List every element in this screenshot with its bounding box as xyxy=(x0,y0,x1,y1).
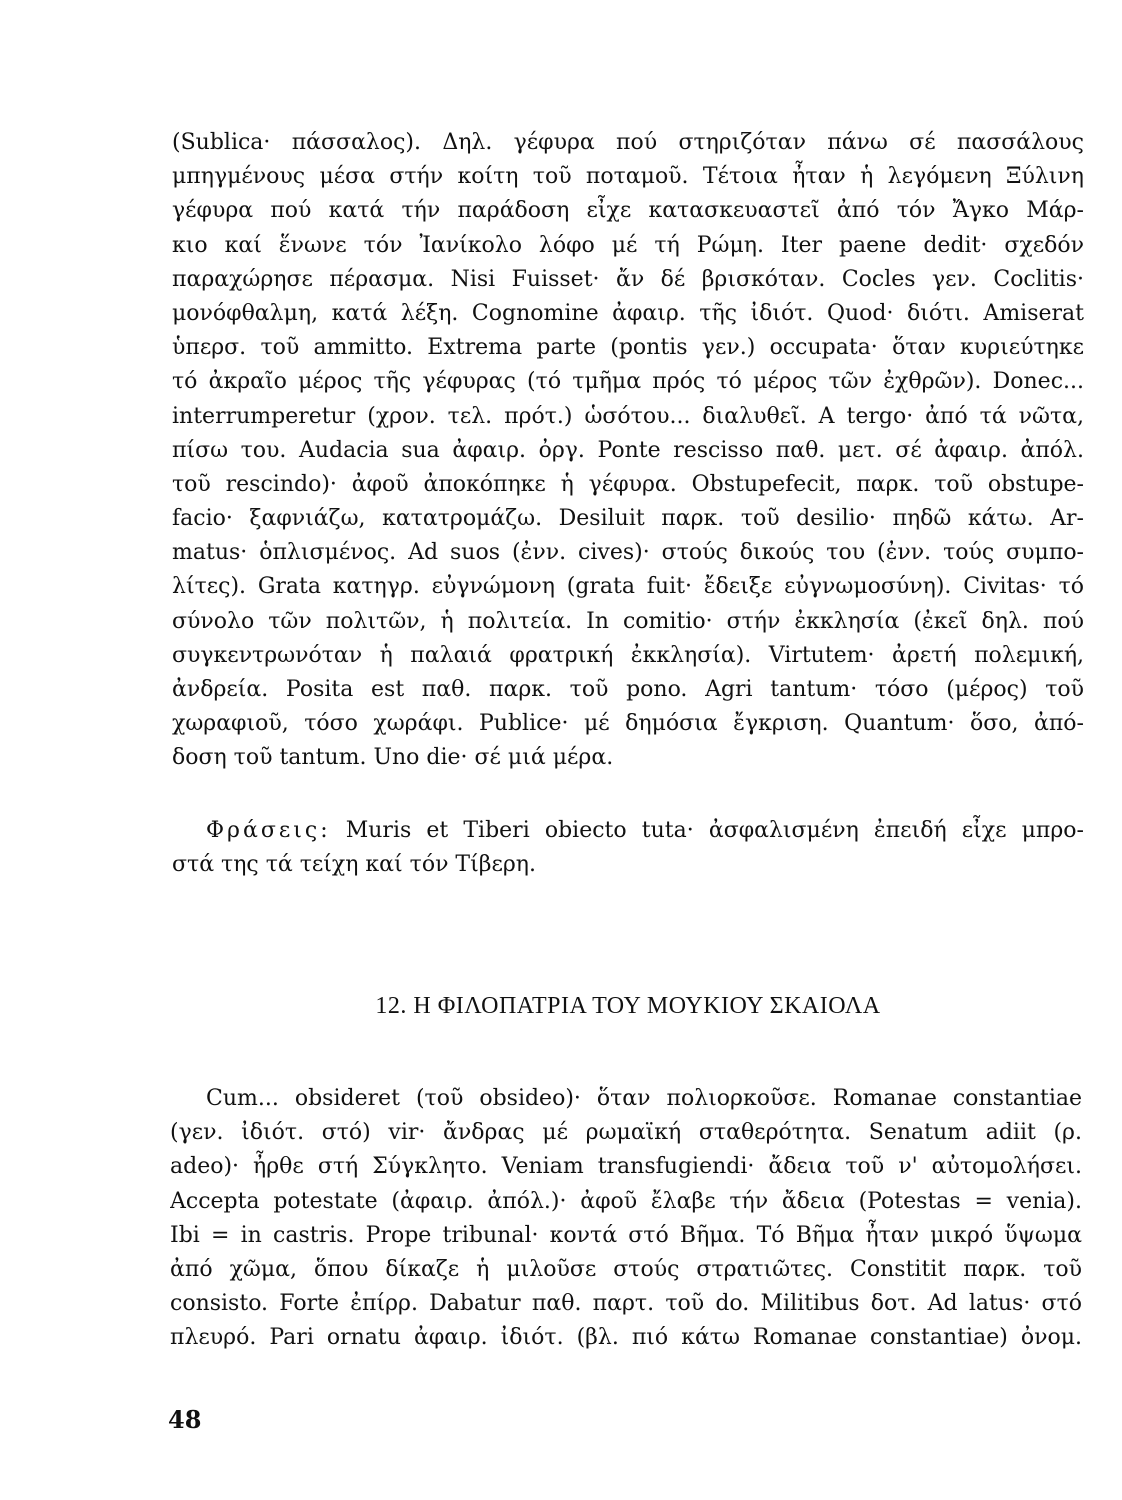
text-line: τό ἀκραῖο μέρος τῆς γέφυρας (τό τμῆμα πρός τό μέρος τῶν ἐχθρῶν). Donec... xyxy=(172,369,1084,395)
text-line: (γεν. ἰδιότ. στό) vir· ἄνδρας μέ ρωμαϊκή σταθερότητα. Senatum adiit (ρ. xyxy=(170,1120,1082,1146)
text-line: Ibi = in castris. Prope tribunal· κοντά στό Βῆμα. Τό Βῆμα ἦταν μικρό ὕψωμα xyxy=(170,1222,1082,1248)
text-line: δοση τοῦ tantum. Uno die· σέ μιά μέρα. xyxy=(172,745,614,771)
text-line: γέφυρα πού κατά τήν παράδοση εἶχε κατασκευαστεῖ ἀπό τόν Ἄγκο Μάρ- xyxy=(172,198,1084,224)
text-line: λίτες). Grata κατηγρ. εὐγνώμονη (grata fuit· ἔδειξε εὐγνωμοσύνη). Civitas· τό xyxy=(172,574,1084,600)
text-line: μπηγμένους μέσα στήν κοίτη τοῦ ποταμοῦ. Τέτοια ἦταν ἡ λεγόμενη Ξύλινη xyxy=(172,164,1084,190)
section-commentary-text xyxy=(170,1082,1082,1356)
text-line: χωραφιοῦ, τόσο χωράφι. Publice· μέ δημόσια ἔγκριση. Quantum· ὅσο, ἀπό- xyxy=(172,711,1084,737)
text-line: (Sublica· πάσσαλος). Δηλ. γέφυρα πού στηριζόταν πάνω σέ πασσάλους xyxy=(172,130,1084,155)
page-number: 48 xyxy=(168,1405,202,1434)
text-line: μονόφθαλμη, κατά λέξη. Cognomine ἀφαιρ. τῆς ἰδιότ. Quod· διότι. Amiserat xyxy=(172,300,1084,326)
text-line: ἀπό χῶμα, ὅπου δίκαζε ἡ μιλοῦσε στούς στρατιῶτες. Constitit παρκ. τοῦ xyxy=(170,1256,1082,1282)
phrases-line: στά της τά τείχη καί τόν Τίβερη. xyxy=(172,852,536,878)
text-line: consisto. Forte ἐπίρρ. Dabatur παθ. παρτ. τοῦ do. Militibus δοτ. Ad latus· στό xyxy=(170,1291,1082,1317)
text-line: Accepta potestate (ἀφαιρ. ἀπόλ.)· ἀφοῦ ἔλαβε τήν ἄδεια (Potestas = venia). xyxy=(170,1188,1082,1214)
commentary-text xyxy=(172,126,1084,776)
phrases-text: Muris et Tiberi obiecto tuta· ἀσφαλισμένη ἐπειδή εἶχε μπρο- xyxy=(345,818,1084,843)
text-line: ἀνδρεία. Posita est παθ. παρκ. τοῦ pono. Agri tantum· τόσο (μέρος) τοῦ xyxy=(172,677,1084,702)
phrases-label: Φράσεις: xyxy=(206,818,331,843)
text-line: πλευρό. Pari ornatu ἀφαιρ. ἰδιότ. (βλ. πιό κάτω Romanae constantiae) ὀνομ. xyxy=(170,1325,1082,1351)
text-line: τοῦ rescindo)· ἀφοῦ ἀποκόπηκε ἡ γέφυρα. Obstupefecit, παρκ. τοῦ obstupe- xyxy=(172,471,1084,497)
text-line: ὑπερσ. τοῦ ammitto. Extrema parte (pontis γεν.) occupata· ὅταν κυριεύτηκε xyxy=(172,335,1084,361)
text-line: interrumperetur (χρον. τελ. πρότ.) ὡσότου... διαλυθεῖ. A tergo· ἀπό τά νῶτα, xyxy=(172,403,1084,429)
phrases-paragraph xyxy=(172,814,1084,882)
text-line: adeo)· ἦρθε στή Σύγκλητο. Veniam transfugiendi· ἄδεια τοῦ ν' αὐτομολήσει. xyxy=(170,1154,1082,1180)
text-line: κιο καί ἕνωνε τόν Ἰανίκολο λόφο μέ τή Ρώμη. Iter paene dedit· σχεδόν xyxy=(172,232,1084,258)
section-heading: 12. Η ΦΙΛΟΠΑΤΡΙΑ ΤΟΥ ΜΟΥΚΙΟΥ ΣΚΑΙΟΛΑ xyxy=(375,993,881,1019)
text-line: συγκεντρωνόταν ἡ παλαιά φρατρική ἐκκλησία). Virtutem· ἀρετή πολεμική, xyxy=(172,642,1084,668)
text-line: σύνολο τῶν πολιτῶν, ἡ πολιτεία. In comitio· στήν ἐκκλησία (ἐκεῖ δηλ. πού xyxy=(172,608,1084,634)
text-line: πίσω του. Audacia sua ἀφαιρ. ὀργ. Ponte rescisso παθ. μετ. σέ ἀφαιρ. ἀπόλ. xyxy=(172,437,1084,463)
text-line: Cum... obsideret (τοῦ obsideo)· ὅταν πολιορκοῦσε. Romanae constantiae xyxy=(206,1086,1082,1111)
text-line: παραχώρησε πέρασμα. Nisi Fuisset· ἄν δέ βρισκόταν. Cocles γεν. Coclitis· xyxy=(172,266,1084,292)
text-line: facio· ξαφνιάζω, κατατρομάζω. Desiluit παρκ. τοῦ desilio· πηδῶ κάτω. Ar- xyxy=(172,506,1084,532)
text-line: matus· ὁπλισμένος. Ad suos (ἐνν. cives)· στούς δικούς του (ἐνν. τούς συμπο- xyxy=(172,540,1084,566)
phrases-line xyxy=(172,814,1084,848)
